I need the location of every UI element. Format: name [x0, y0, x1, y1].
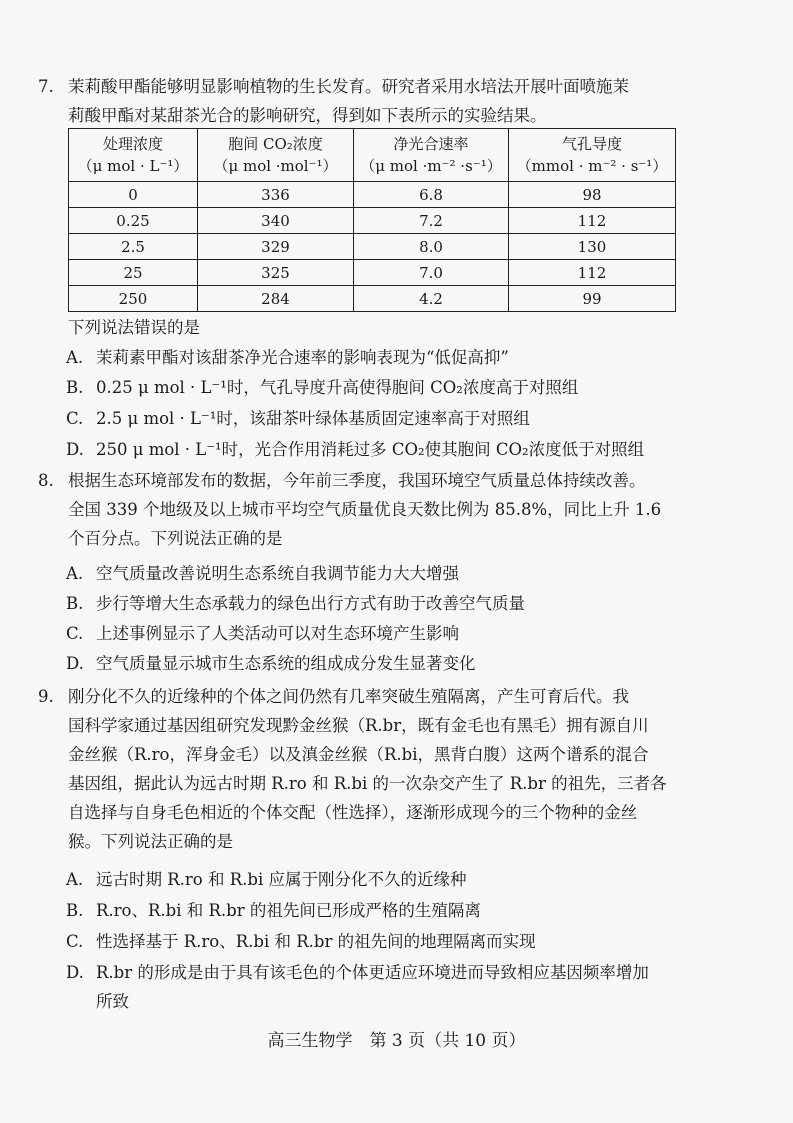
- table-cell: 130: [509, 234, 676, 260]
- option-text: 空气质量显示城市生态系统的组成成分发生显著变化: [96, 654, 476, 673]
- table-cell: 7.0: [354, 260, 509, 286]
- option-a[interactable]: [66, 866, 466, 890]
- results-table: [68, 128, 676, 312]
- option-key: B.: [66, 378, 84, 397]
- question-text-line: 金丝猴（R.ro，浑身金毛）以及滇金丝猴（R.bi，黑背白腹）这两个谱系的混合: [68, 745, 649, 764]
- question-7: [38, 72, 728, 130]
- table-cell: 325: [198, 260, 354, 286]
- option-key: A.: [66, 870, 84, 889]
- option-text: R.ro、R.bi 和 R.br 的祖先间已形成严格的生殖隔离: [96, 901, 481, 920]
- question-text-line: 刚分化不久的近缘种的个体之间仍然有几率突破生殖隔离，产生可育后代。我: [68, 687, 629, 706]
- table-cell: 98: [509, 182, 676, 208]
- question-text-line: 全国 339 个地级及以上城市平均空气质量优良天数比例为 85.8%，同比上升 1.6: [68, 500, 662, 519]
- option-text: 步行等增大生态承载力的绿色出行方式有助于改善空气质量: [96, 594, 525, 613]
- option-text: 空气质量改善说明生态系统自我调节能力大大增强: [96, 564, 459, 583]
- option-c[interactable]: [66, 620, 459, 644]
- question-number: 8.: [38, 471, 54, 490]
- option-a[interactable]: [66, 560, 459, 584]
- page-footer: 高三生物学 第 3 页（共 10 页）: [267, 1031, 526, 1051]
- option-c[interactable]: [66, 928, 536, 952]
- option-a[interactable]: [66, 344, 509, 368]
- table-cell: 8.0: [354, 234, 509, 260]
- table-cell: 284: [198, 286, 354, 312]
- table-cell: 6.8: [354, 182, 509, 208]
- table-cell: 336: [198, 182, 354, 208]
- option-text: 2.5 μ mol · L⁻¹时，该甜茶叶绿体基质固定速率高于对照组: [96, 409, 530, 428]
- option-b[interactable]: [66, 374, 578, 398]
- option-d-continuation: 所致: [96, 992, 129, 1011]
- table-header-row: [69, 129, 676, 182]
- option-key: C.: [66, 409, 84, 428]
- option-key: D.: [66, 963, 84, 982]
- option-b[interactable]: [66, 897, 481, 921]
- table-row: [69, 234, 676, 260]
- option-key: D.: [66, 654, 84, 673]
- option-b[interactable]: [66, 590, 525, 614]
- table-row: [69, 208, 676, 234]
- option-text: 上述事例显示了人类活动可以对生态环境产生影响: [96, 624, 459, 643]
- option-key: B.: [66, 594, 84, 613]
- question-text-line: 个百分点。下列说法正确的是: [68, 529, 283, 548]
- table-row: [69, 260, 676, 286]
- table-cell: 25: [69, 260, 198, 286]
- table-cell: 112: [509, 208, 676, 234]
- table-header: 胞间 CO₂浓度 （μ mol ·mol⁻¹）: [198, 129, 354, 182]
- option-text: 远古时期 R.ro 和 R.bi 应属于刚分化不久的近缘种: [96, 870, 467, 889]
- question-number: 7.: [38, 77, 54, 96]
- option-d[interactable]: [66, 959, 649, 983]
- table-header: 净光合速率 （μ mol ·m⁻² ·s⁻¹）: [354, 129, 509, 182]
- option-key: A.: [66, 564, 84, 583]
- question-text-line: 基因组，据此认为远古时期 R.ro 和 R.bi 的一次杂交产生了 R.br 的祖先，三者各: [68, 774, 667, 793]
- option-text: R.br 的形成是由于具有该毛色的个体更适应环境进而导致相应基因频率增加: [96, 963, 649, 982]
- question-text-line: 根据生态环境部发布的数据，今年前三季度，我国环境空气质量总体持续改善。: [68, 471, 646, 490]
- table-header: 处理浓度 （μ mol · L⁻¹）: [69, 129, 198, 182]
- table-cell: 7.2: [354, 208, 509, 234]
- question-prompt: 下列说法错误的是: [68, 318, 200, 337]
- question-text-line: 国科学家通过基因组研究发现黔金丝猴（R.br，既有金毛也有黑毛）拥有源自川: [68, 716, 649, 735]
- option-key: B.: [66, 901, 84, 920]
- option-key: D.: [66, 440, 84, 459]
- question-text-line: 莉酸甲酯对某甜茶光合的影响研究，得到如下表所示的实验结果。: [68, 106, 547, 125]
- table-cell: 329: [198, 234, 354, 260]
- option-key: C.: [66, 624, 84, 643]
- table-cell: 99: [509, 286, 676, 312]
- option-key: A.: [66, 348, 84, 367]
- table-row: [69, 286, 676, 312]
- option-text: 250 μ mol · L⁻¹时，光合作用消耗过多 CO₂使其胞间 CO₂浓度低于对照组: [96, 440, 645, 459]
- table-cell: 112: [509, 260, 676, 286]
- question-text-line: 猴。下列说法正确的是: [68, 832, 233, 851]
- option-key: C.: [66, 932, 84, 951]
- table-cell: 250: [69, 286, 198, 312]
- question-8: [38, 466, 728, 553]
- option-d[interactable]: [66, 436, 644, 460]
- table-cell: 0: [69, 182, 198, 208]
- option-text: 性选择基于 R.ro、R.bi 和 R.br 的祖先间的地理隔离而实现: [96, 932, 536, 951]
- question-text-line: 自选择与自身毛色相近的个体交配（性选择），逐渐形成现今的三个物种的金丝: [68, 803, 638, 822]
- table-header: 气孔导度 （mmol · m⁻² · s⁻¹）: [509, 129, 676, 182]
- option-text: 茉莉素甲酯对该甜茶净光合速率的影响表现为“低促高抑”: [96, 348, 509, 367]
- option-d[interactable]: [66, 650, 476, 674]
- table-cell: 4.2: [354, 286, 509, 312]
- question-number: 9.: [38, 687, 54, 706]
- table-cell: 0.25: [69, 208, 198, 234]
- question-text-line: 茉莉酸甲酯能够明显影响植物的生长发育。研究者采用水培法开展叶面喷施茉: [68, 77, 629, 96]
- table-cell: 2.5: [69, 234, 198, 260]
- option-c[interactable]: [66, 405, 530, 429]
- table-cell: 340: [198, 208, 354, 234]
- question-9: [38, 682, 728, 856]
- table-row: [69, 182, 676, 208]
- option-text: 0.25 μ mol · L⁻¹时，气孔导度升高使得胞间 CO₂浓度高于对照组: [96, 378, 579, 397]
